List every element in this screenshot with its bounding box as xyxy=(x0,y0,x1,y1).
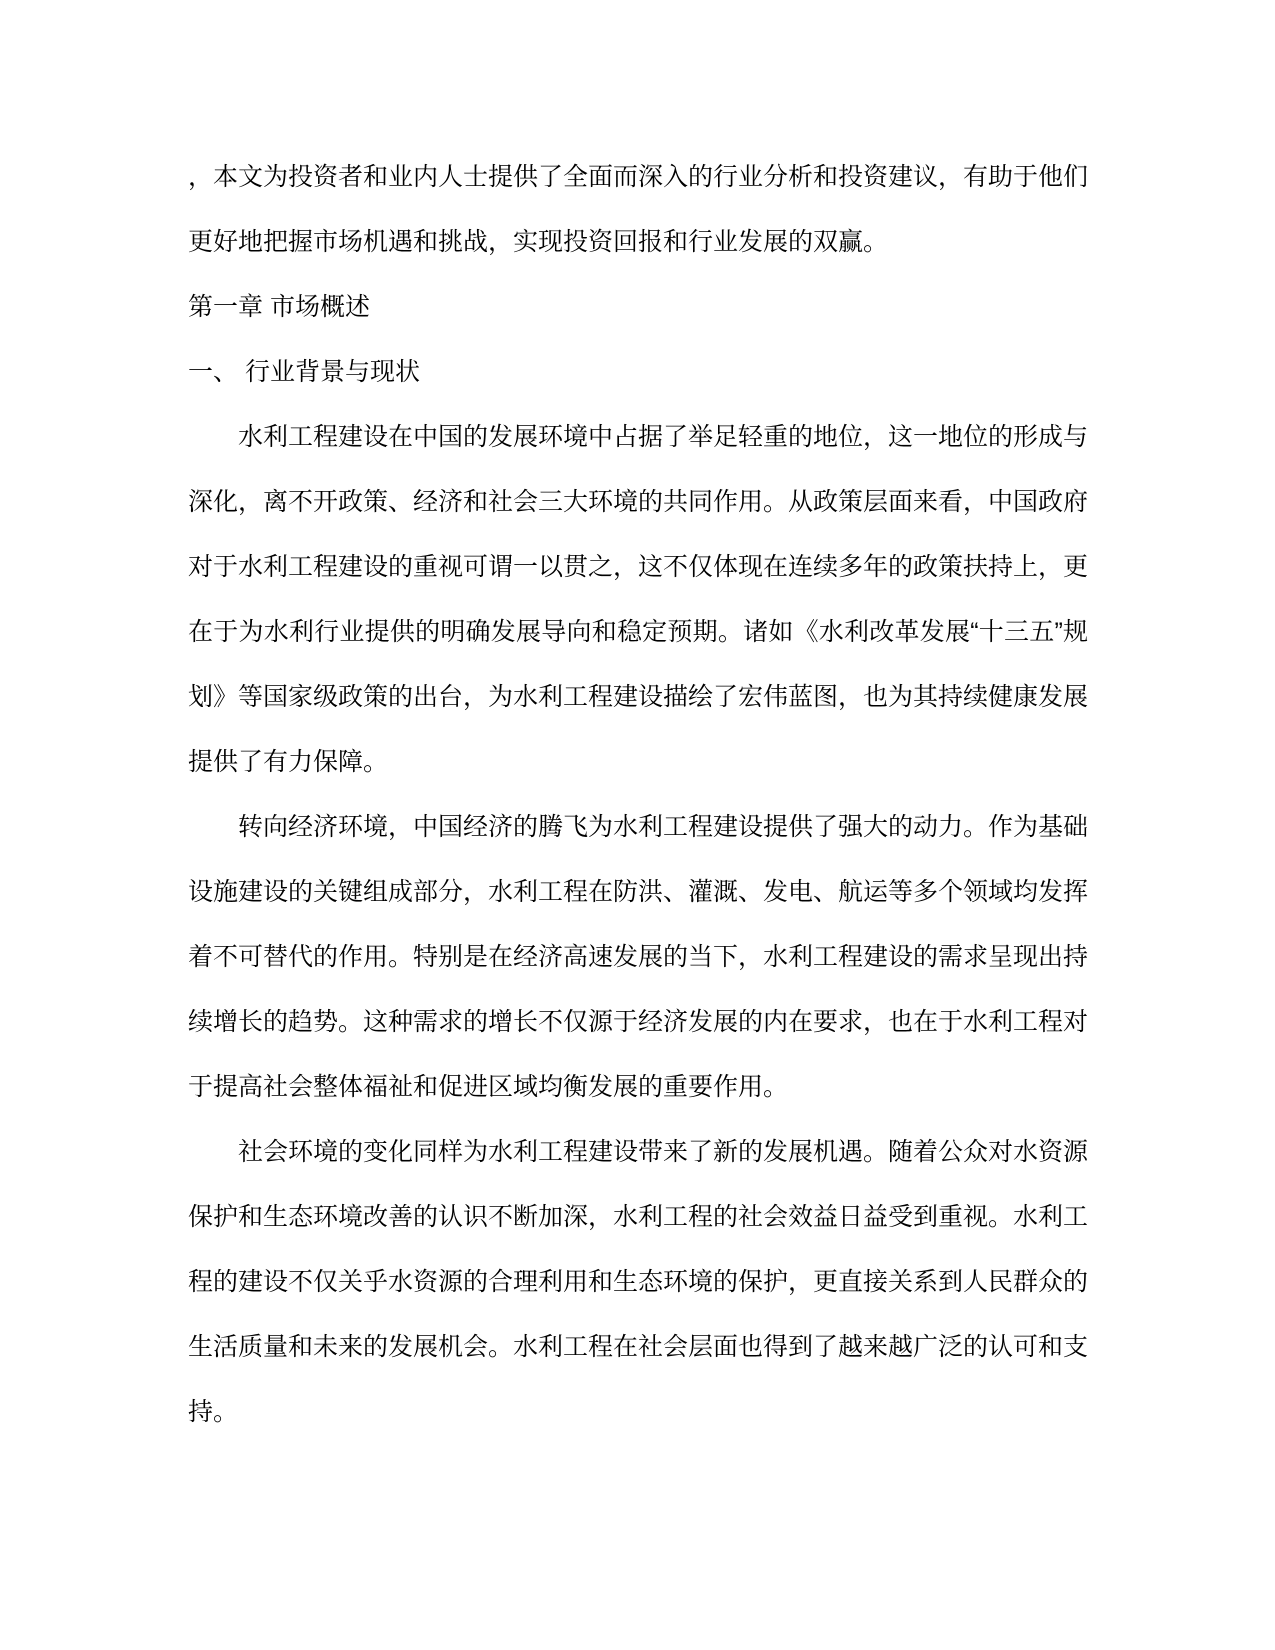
body-paragraph-society: 社会环境的变化同样为水利工程建设带来了新的发展机遇。随着公众对水资源保护和生态环境改善的认识不断加深，水利工程的社会效益日益受到重视。水利工程的建设不仅关乎水资源的合理利用和生态环境的保护，更直接关系到人民群众的生活质量和未来的发展机会。水利工程在社会层面也得到了越来越广泛的认可和支持。 xyxy=(188,1138,1089,1426)
body-paragraph-policy: 水利工程建设在中国的发展环境中占据了举足轻重的地位，这一地位的形成与深化，离不开政策、经济和社会三大环境的共同作用。从政策层面来看，中国政府对于水利工程建设的重视可谓一以贯之，这不仅体现在连续多年的政策扶持上，更在于为水利行业提供的明确发展导向和稳定预期。诸如《水利改革发展“十三五”规划》等国家级政策的出台，为水利工程建设描绘了宏伟蓝图，也为其持续健康发展提供了有力保障。 xyxy=(188,423,1089,776)
chapter-heading: 第一章 市场概述 xyxy=(188,293,370,321)
section-heading: 一、 行业背景与现状 xyxy=(188,358,420,386)
document-body xyxy=(188,145,1088,1445)
intro-paragraph: ，本文为投资者和业内人士提供了全面而深入的行业分析和投资建议，有助于他们更好地把握市场机遇和挑战，实现投资回报和行业发展的双赢。 xyxy=(188,163,1089,256)
body-paragraph-economy: 转向经济环境，中国经济的腾飞为水利工程建设提供了强大的动力。作为基础设施建设的关键组成部分，水利工程在防洪、灌溉、发电、航运等多个领域均发挥着不可替代的作用。特别是在经济高速发展的当下，水利工程建设的需求呈现出持续增长的趋势。这种需求的增长不仅源于经济发展的内在要求，也在于水利工程对于提高社会整体福祉和促进区域均衡发展的重要作用。 xyxy=(188,813,1089,1101)
